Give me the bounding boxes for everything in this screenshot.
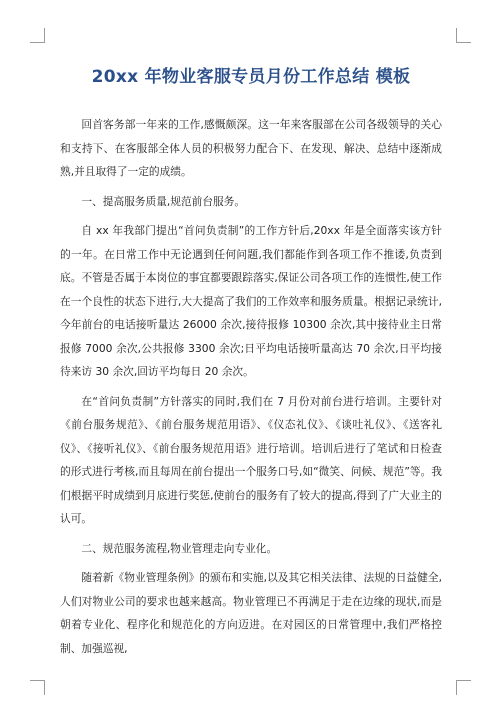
document-page — [60, 62, 442, 664]
section-heading-2: 二、规范服务流程,物业管理走向专业化。 — [81, 541, 278, 555]
section-1-paragraph-2: 在“首问负责制”方针落实的同时,我们在 7 月份对前台进行培训。主要针对《前台服务规范》、《前台服务规范用语》、《仪态礼仪》、《谈吐礼仪》、《送客礼仪》、《接听礼仪》、《前台服务规范用语》进行培训。培训后进行了笔试和日检查的形式进行考核,而且每周在前台提出一个服务口号,如“微笑、问候、规范”等。我们根据平时成绩到月底进行奖惩,使前台的服务有了较大的提高,得到了广大业主的认可。 — [60, 394, 442, 525]
document-title: 20xx 年物业客服专员月份工作总结 模板 — [91, 67, 411, 87]
crop-mark-bottom-right — [456, 680, 471, 695]
crop-mark-bottom-left — [30, 680, 45, 695]
crop-mark-top-right — [456, 28, 471, 43]
crop-mark-top-left — [30, 28, 45, 43]
section-1-paragraph-1: 自 xx 年我部门提出“首问负责制”的工作方针后,20xx 年是全面落实该方针的一年。在日常工作中无论遇到任何问题,我们都能作到各项工作不推诿,负责到底。不管是否属于本岗位的事宜都要跟踪落实,保证公司各项工作的连惯性,使工作在一个良性的状态下进行,大大提高了我们的工作效率和服务质量。根据记录统计,今年前台的电话接听量达 26000 余次,接待报修 10300 余次,其中接待业主日常报修 7000 余次,公共报修 3300 余次;日平均电话接听量高达 70 余次,日平均接待来访 30 余次,回访平均每日 20 余次。 — [60, 224, 442, 378]
intro-paragraph: 回首客务部一年来的工作,感慨颇深。这一年来客服部在公司各级领导的关心和支持下、在客服部全体人员的积极努力配合下、在发现、解决、总结中逐渐成熟,并且取得了一定的成绩。 — [60, 118, 442, 178]
section-heading-1: 一、提高服务质量,规范前台服务。 — [81, 194, 246, 208]
section-2-paragraph-1: 随着新《物业管理条例》的颁布和实施,以及其它相关法律、法规的日益健全,人们对物业公司的要求也越来越高。物业管理已不再满足于走在边缘的现状,而是朝着专业化、程序化和规范化的方向迈进。在对园区的日常管理中,我们严格控制、加强巡视, — [60, 571, 442, 655]
